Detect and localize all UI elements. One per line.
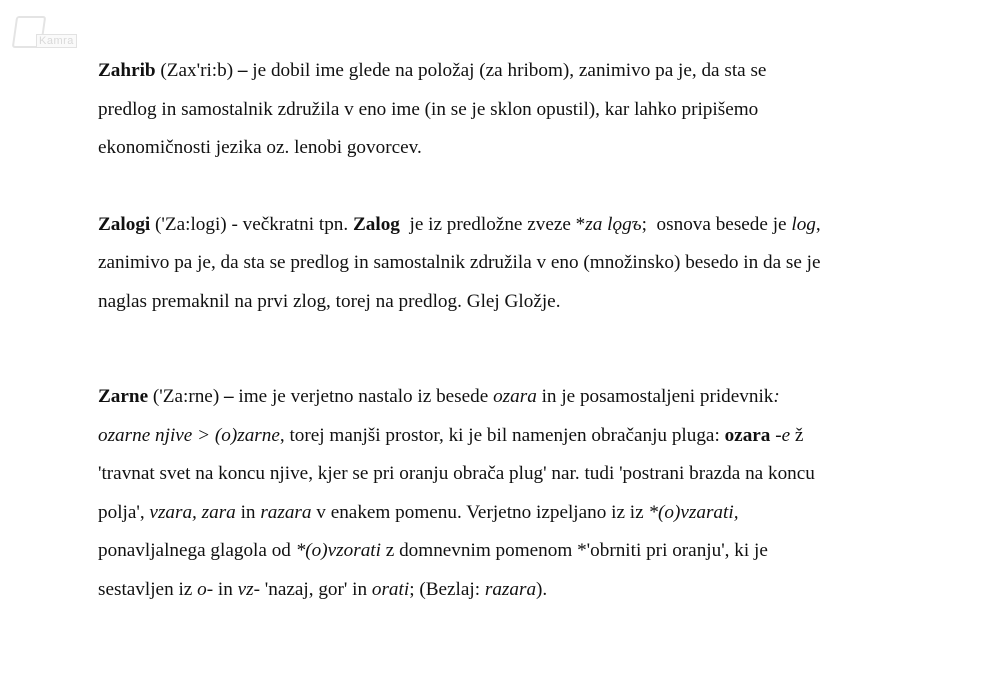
text-run: 'nazaj, gor' in bbox=[260, 578, 372, 600]
text-run: razara bbox=[484, 578, 537, 600]
text-run: log bbox=[791, 213, 816, 235]
text-line bbox=[98, 532, 958, 571]
text-run: ('Za:logi) - večkratni tpn. bbox=[150, 213, 353, 235]
text-line bbox=[98, 494, 958, 533]
text-run: z domnevnim pomenom *'obrniti pri oranju', ki je bbox=[380, 540, 768, 561]
text-run: je iz predložne zveze * bbox=[399, 213, 586, 235]
text-run: ozara bbox=[493, 386, 537, 407]
text-run: Zarne bbox=[98, 386, 149, 407]
entry-zahrib bbox=[98, 52, 958, 168]
text-line bbox=[98, 455, 958, 494]
text-run: vzara, zara bbox=[149, 501, 236, 523]
text-line bbox=[98, 417, 958, 456]
text-run: zanimivo pa je, da sta se predlog in samostalnik združila v eno (množinsko) besedo in da se je bbox=[98, 252, 821, 273]
text-run: , torej manjši prostor, ki je bil namenjen obračanju pluga: bbox=[279, 424, 725, 446]
text-run: Zahrib bbox=[98, 60, 156, 81]
text-line bbox=[98, 571, 958, 610]
text-run: razara bbox=[260, 501, 312, 523]
text-line bbox=[98, 52, 958, 91]
text-run: Zalog bbox=[352, 213, 400, 235]
text-run: – bbox=[224, 386, 234, 407]
watermark-text: Kamra bbox=[36, 34, 77, 48]
text-run: in je posamostaljeni pridevnik bbox=[536, 386, 774, 407]
text-run: ; osnova besede je bbox=[641, 213, 792, 235]
text-run: o- bbox=[197, 578, 214, 600]
text-run: - bbox=[770, 424, 782, 446]
text-line bbox=[98, 244, 958, 283]
text-run: naglas premaknil na prvi zlog, torej na predlog. Glej Gložje. bbox=[98, 290, 561, 312]
text-run: *(o)vzarati, bbox=[648, 501, 739, 523]
text-line bbox=[98, 378, 958, 417]
text-run: ekonomičnosti jezika oz. lenobi govorcev. bbox=[98, 137, 422, 158]
text-run: je dobil ime glede na položaj (za hribom), zanimivo pa je, da sta se bbox=[247, 60, 767, 81]
text-run: v enakem pomenu. Verjetno izpeljano iz iz bbox=[311, 501, 649, 523]
text-run: orati bbox=[371, 578, 410, 600]
text-line bbox=[98, 91, 958, 130]
text-run: ozara bbox=[724, 424, 771, 446]
text-run: *(o)vzorati bbox=[295, 540, 381, 561]
text-run: (Zax'ri:b) bbox=[155, 60, 238, 81]
text-run: ozarne njive > (o)zarne bbox=[98, 424, 280, 446]
text-run: ponavljalnega glagola od bbox=[98, 540, 296, 561]
text-line bbox=[98, 206, 958, 245]
text-run: sestavljen iz bbox=[98, 578, 198, 600]
text-run: ; (Bezlaj: bbox=[409, 578, 485, 600]
text-run: vz- bbox=[237, 578, 260, 600]
text-run: ime je verjetno nastalo iz besede bbox=[233, 386, 494, 407]
text-run: , bbox=[815, 213, 821, 235]
entry-zalogi bbox=[98, 206, 958, 322]
text-run: : bbox=[773, 386, 780, 407]
entry-zarne bbox=[98, 378, 958, 609]
text-line bbox=[98, 283, 958, 322]
text-run: ). bbox=[536, 578, 548, 600]
text-run: Zalogi bbox=[98, 213, 151, 235]
text-run: – bbox=[237, 60, 248, 81]
text-run: in bbox=[235, 501, 261, 523]
text-run: 'travnat svet na koncu njive, kjer se pri oranju obrača plug' nar. tudi 'postrani brazda na koncu bbox=[98, 463, 815, 484]
text-run: ž bbox=[790, 424, 804, 446]
text-run: ('Za:rne) bbox=[148, 386, 225, 407]
text-line bbox=[98, 129, 958, 168]
text-run: in bbox=[213, 578, 238, 600]
text-run: polja', bbox=[98, 501, 150, 523]
text-run: predlog in samostalnik združila v eno ime (in se je sklon opustil), kar lahko pripišemo bbox=[98, 98, 759, 120]
document-body bbox=[98, 52, 958, 609]
text-run: za lǫgъ bbox=[585, 213, 642, 235]
text-run: e bbox=[781, 424, 791, 446]
watermark-logo bbox=[14, 16, 94, 56]
